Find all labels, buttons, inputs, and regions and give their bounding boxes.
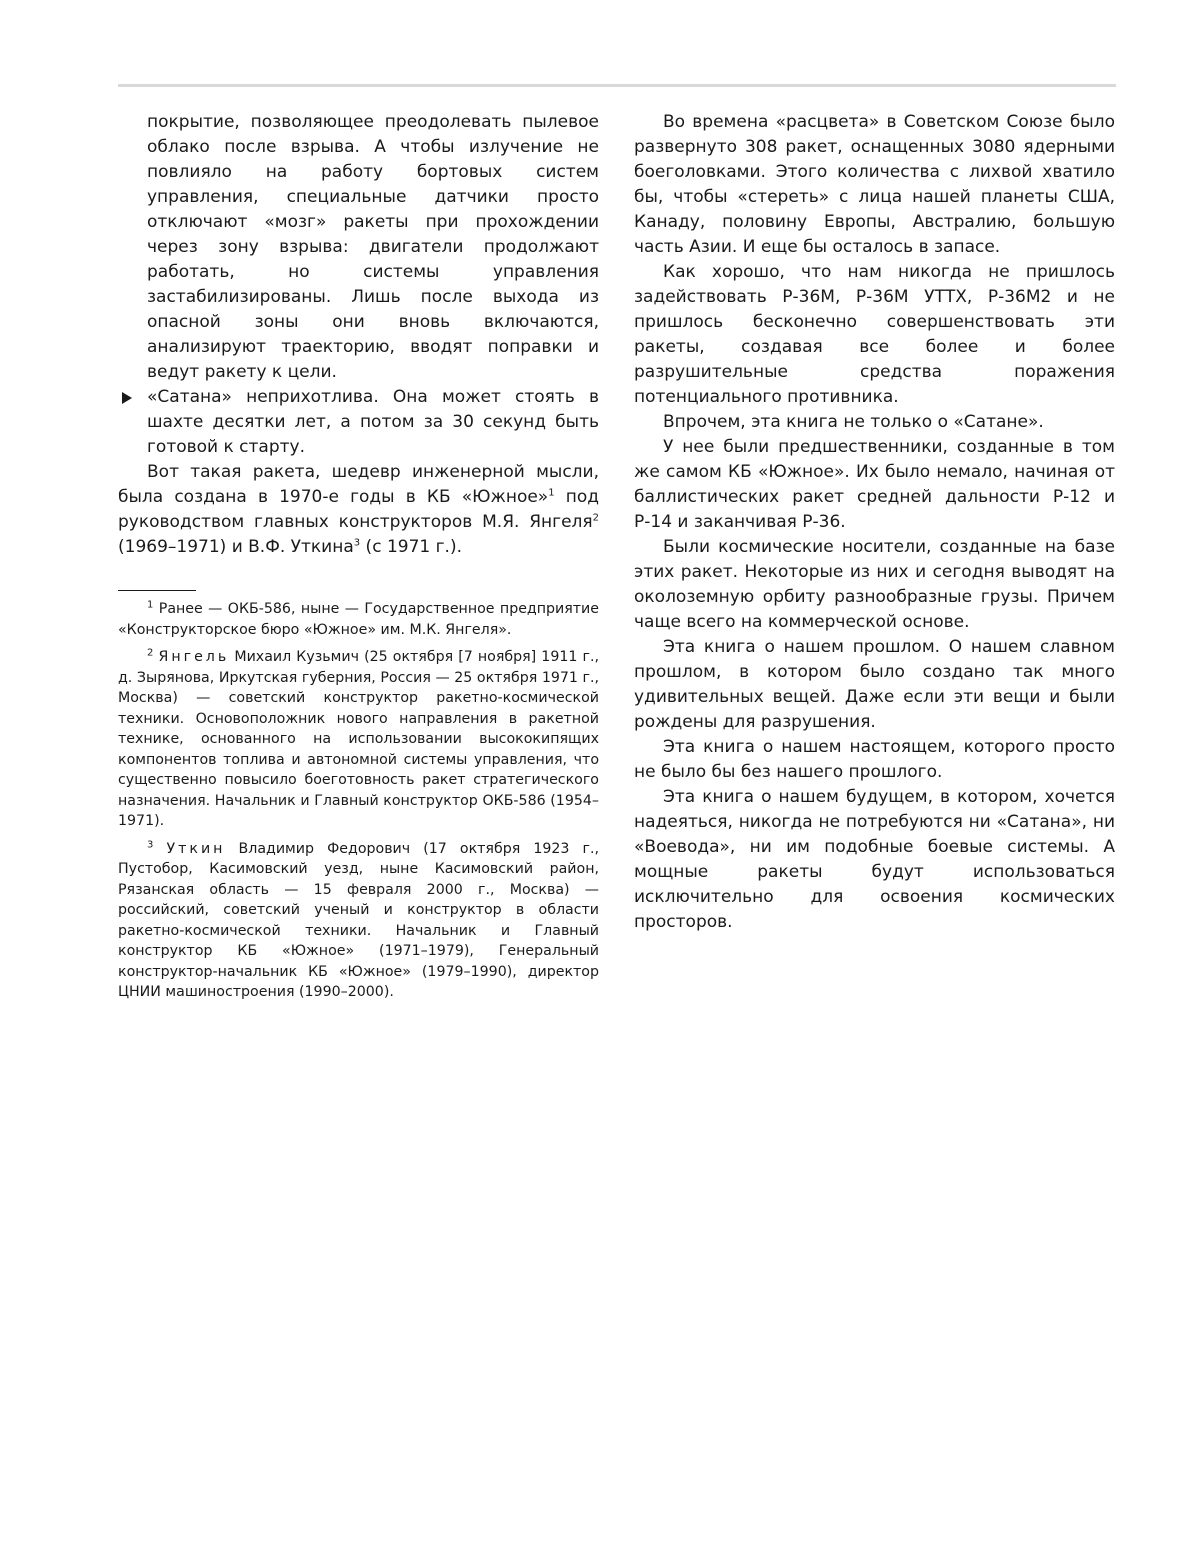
left-body [118, 110, 599, 560]
paragraph: Эта книга о нашем настоящем, которого просто не было бы без нашего прошлого. [634, 737, 1115, 782]
paragraph-text: (1969–1971) и В.Ф. Уткина [118, 537, 354, 557]
paragraph: У нее были предшественники, созданные в том же самом КБ «Южное». Их было немало, начиная от баллистических ракет средней дальности Р-12 и Р-14 и заканчивая Р-36. [634, 437, 1115, 532]
rocket-paragraph [118, 460, 599, 560]
footnote-3 [118, 839, 599, 1003]
footnote-text: Ранее — ОКБ-586, ныне — Государственное предприятие «Конструкторское бюро «Южное» им. М.К. Янгеля». [118, 601, 599, 638]
paragraph-text: Вот такая ракета, шедевр инженерной мысли, была создана в 1970-е годы в КБ «Южное» [118, 462, 599, 507]
footnote-ref-3: 3 [353, 537, 361, 549]
footnote-2 [118, 647, 599, 832]
footnote-text: Михаил Кузьмич (25 октября [7 ноября] 1911 г., д. Зырянова, Иркутская губерния, Россия — 25 октября 1971 г., Москва) — советский конструктор ракетно-космической техники. Основоположник нового направления в ракетной технике, основанного на использовании высококипящих компонентов топлива и автономной системы управления, что существенно повысило боеготовность ракет стратегического назначения. Начальник и Главный конструктор ОКБ-586 (1954–1971). [118, 649, 599, 829]
footnote-ref-2: 2 [592, 512, 599, 524]
footnote-number: 3 [147, 838, 154, 850]
footnote-text: Владимир Федорович (17 октября 1923 г., Пустобор, Касимовский уезд, ныне Касимовский район, Рязанская область — 15 февраля 2000 г., Москва) — российский, советский ученый и конструктор в области ракетно-космической техники. Начальник и Главный конструктор КБ «Южное» (1971–1979), Генеральный конструктор-начальник КБ «Южное» (1979–1990), директор ЦНИИ машиностроения (1990–2000). [118, 840, 599, 1000]
paragraph-text: (с 1971 г.). [360, 537, 462, 557]
footnote-name: Уткин [166, 840, 226, 857]
footnote-number: 2 [147, 647, 154, 659]
footnote-number: 1 [147, 599, 154, 611]
footnote-name: Янгель [158, 649, 230, 665]
triangle-bullet-icon [122, 392, 132, 404]
header-rule [118, 84, 1116, 87]
right-column [634, 110, 1115, 935]
paragraph: Впрочем, эта книга не только о «Сатане». [663, 412, 1044, 432]
paragraph: Были космические носители, созданные на базе этих ракет. Некоторые из них и сегодня выводят на околоземную орбиту разнообразные грузы. Причем чаще всего на коммерческой основе. [634, 537, 1115, 632]
bullet-text: «Сатана» неприхотлива. Она может стоять в шахте десятки лет, а потом за 30 секунд быть готовой к старту. [147, 387, 599, 457]
footnote-separator [118, 590, 196, 591]
paragraph: Эта книга о нашем прошлом. О нашем славном прошлом, в котором было создано так много удивительных вещей. Даже если эти вещи и были рождены для разрушения. [634, 637, 1115, 732]
right-body [634, 110, 1115, 935]
left-column [118, 110, 599, 1010]
bullet-item [118, 385, 599, 460]
continuation-paragraph: покрытие, позволяющее преодолевать пылевое облако после взрыва. А чтобы излучение не повлияло на работу бортовых систем управления, специальные датчики просто отключают «мозг» ракеты при прохождении через зону взрыва: двигатели продолжают работать, но системы управления застабилизированы. Лишь после выхода из опасной зоны они вновь включаются, анализируют траекторию, вводят поправки и ведут ракету к цели. [147, 112, 599, 382]
paragraph: Как хорошо, что нам никогда не пришлось задействовать Р-36М, Р-36М УТТХ, Р-36М2 и не пришлось бесконечно совершенствовать эти ракеты, создавая все более и более разрушительные средства поражения потенциального противника. [634, 262, 1115, 407]
paragraph-text: под руководством главных конструкторов М.Я. Янгеля [118, 487, 599, 532]
paragraph: Во времена «расцвета» в Советском Союзе было развернуто 308 ракет, оснащенных 3080 ядерными боеголовками. Этого количества с лихвой хватило бы, чтобы «стереть» с лица нашей планеты США, Канаду, половину Европы, Австралию, большую часть Азии. И еще бы осталось в запасе. [634, 112, 1115, 257]
footnote-1 [118, 599, 599, 640]
paragraph: Эта книга о нашем будущем, в котором, хочется надеяться, никогда не потребуются ни «Сатана», ни «Воевода», ни им подобные боевые системы. А мощные ракеты будут использоваться исключительно для освоения космических просторов. [634, 787, 1115, 932]
footnotes [118, 599, 599, 1003]
footnote-ref-1: 1 [548, 487, 555, 499]
